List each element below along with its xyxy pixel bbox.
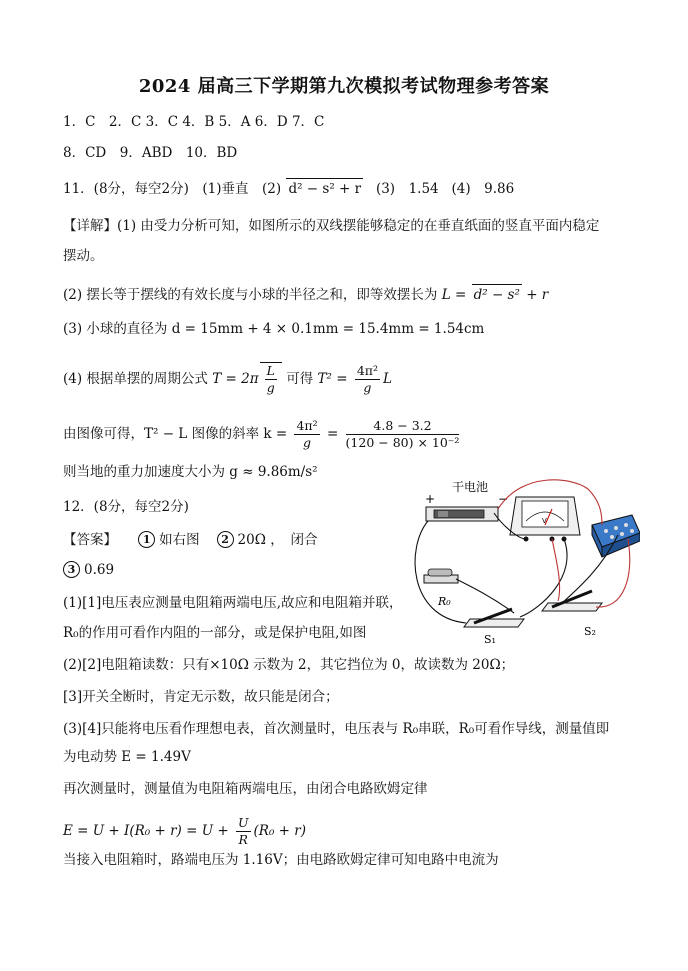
frac-den-g2: g (363, 380, 372, 395)
q11-detail-2-text: (2) 摆长等于摆线的有效长度与小球的半径之和，即等效摆长为 (63, 287, 438, 303)
q12-line-7: 再次测量时，测量值为电阻箱两端电压，由闭合电路欧姆定律 (63, 781, 428, 797)
slope-mid: T² − L 图像的斜率 k = (144, 426, 288, 442)
s1-label: S₁ (484, 633, 496, 646)
q12-head: 12．(8分，每空2分) (63, 499, 189, 515)
q11-answers (63, 178, 514, 199)
q11-formula: d² − s² + r (286, 178, 363, 199)
q12-line-4: [3]开关全断时，肯定无示数，故只能是闭合； (63, 689, 339, 705)
q11-head: 11．(8分，每空2分) (1)垂直 (2) (63, 181, 282, 197)
slope-pre: 由图像可得， (63, 426, 144, 442)
voltmeter (510, 497, 580, 542)
circle-number-1: 1 (138, 531, 155, 548)
formula-T2: T² = (317, 371, 348, 387)
q11-detail-3-formula: d = 15mm + 4 × 0.1mm = 15.4mm = 1.54cm (171, 321, 485, 337)
slope-eq: = (326, 426, 339, 442)
choice-answers-1: 1．C 2．C 3．C 4．B 5．A 6．D 7．C (63, 114, 325, 130)
circle-number-2: 2 (217, 531, 234, 548)
formula-sqrt: d² − s² (472, 284, 522, 305)
slope-num: 4π² (296, 418, 318, 433)
switch-s2 (542, 591, 602, 638)
q11-detail-4-mid: 可得 (286, 371, 314, 387)
q12-a1: 如右图 (159, 532, 200, 548)
frac-num-L: L (266, 363, 275, 378)
battery-plus: + (425, 492, 436, 506)
battery-label: 干电池 (452, 480, 489, 494)
q12-line-5: (3)[4]只能将电压看作理想电表，首次测量时，电压表与 R₀串联，R₀可看作导线，测量值即 (63, 721, 610, 737)
choice-answers-2: 8．CD 9．ABD 10．BD (63, 145, 238, 161)
formula-sqrt-Lg (260, 362, 282, 396)
q12-a2: 20Ω ， 闭合 (237, 532, 318, 548)
q12-line-1: (1)[1]电压表应测量电阻箱两端电压,故应和电阻箱并联， (63, 595, 403, 611)
battery-minus: − (498, 492, 509, 506)
slope-num2: 4.8 − 3.2 (346, 418, 460, 435)
formula-L: L (383, 371, 392, 387)
q11-slope (63, 418, 462, 451)
formula-left: L = (441, 287, 467, 303)
circle-number-3: 3 (63, 561, 80, 578)
q11-detail-1: 【详解】(1) 由受力分析可知，如图所示的双线摆能够稳定的在垂直纸面的竖直平面内稳定 (63, 218, 600, 234)
slope-den2: (120 − 80) × 10⁻² (345, 435, 460, 450)
q11-gravity: 则当地的重力加速度大小为 g ≈ 9.86m/s² (63, 464, 318, 480)
formula-right: + r (526, 287, 549, 303)
circuit-diagram (402, 477, 640, 647)
resistance-box (592, 515, 640, 557)
q11-detail-3-text: (3) 小球的直径为 (63, 321, 168, 337)
meter-v-label: V (542, 517, 547, 525)
q11-detail-3 (63, 319, 484, 339)
frac-num-4pi2: 4π² (356, 363, 379, 378)
q11-detail-4 (63, 362, 392, 396)
q11-detail-1b: 摆动。 (63, 248, 104, 264)
q12-equation (63, 815, 306, 848)
q12-line-2: R₀的作用可看作内阻的一部分，或是保护电阻,如图 (63, 625, 367, 641)
page-title: 2024 届高三下学期第九次模拟考试物理参考答案 (138, 76, 550, 97)
q12-line-3: (2)[2]电阻箱读数：只有×10Ω 示数为 2，其它挡位为 0，故读数为 20Ω； (63, 657, 515, 673)
q11-a3: (3) 1.54 (375, 181, 439, 197)
eq-left: E = U + I(R₀ + r) = U + (63, 823, 229, 839)
answer-label: 【答案】 (63, 532, 117, 548)
resistor-r0 (424, 569, 458, 608)
q12-answers (63, 530, 317, 550)
q12-line-8: 当接入电阻箱时，路端电压为 1.16V；由电路欧姆定律可知电路中电流为 (63, 852, 499, 868)
eq-right: (R₀ + r) (253, 823, 306, 839)
slope-den: g (303, 435, 312, 450)
eq-num: U (237, 815, 249, 830)
r0-label: R₀ (438, 595, 451, 608)
q11-detail-4-text: (4) 根据单摆的周期公式 (63, 371, 208, 387)
q12-line-6: 为电动势 E = 1.49V (63, 749, 191, 765)
s2-label: S₂ (584, 625, 596, 638)
switch-s1 (464, 609, 524, 646)
q12-a3: 0.69 (84, 562, 115, 578)
frac-den-g: g (266, 380, 275, 395)
q11-a4: (4) 9.86 (451, 181, 515, 197)
q11-detail-2 (63, 284, 548, 305)
q12-answer-3 (63, 560, 114, 580)
q11-detail-2-formula (442, 287, 549, 303)
eq-den: R (238, 832, 248, 847)
formula-T: T = 2π (212, 371, 259, 387)
